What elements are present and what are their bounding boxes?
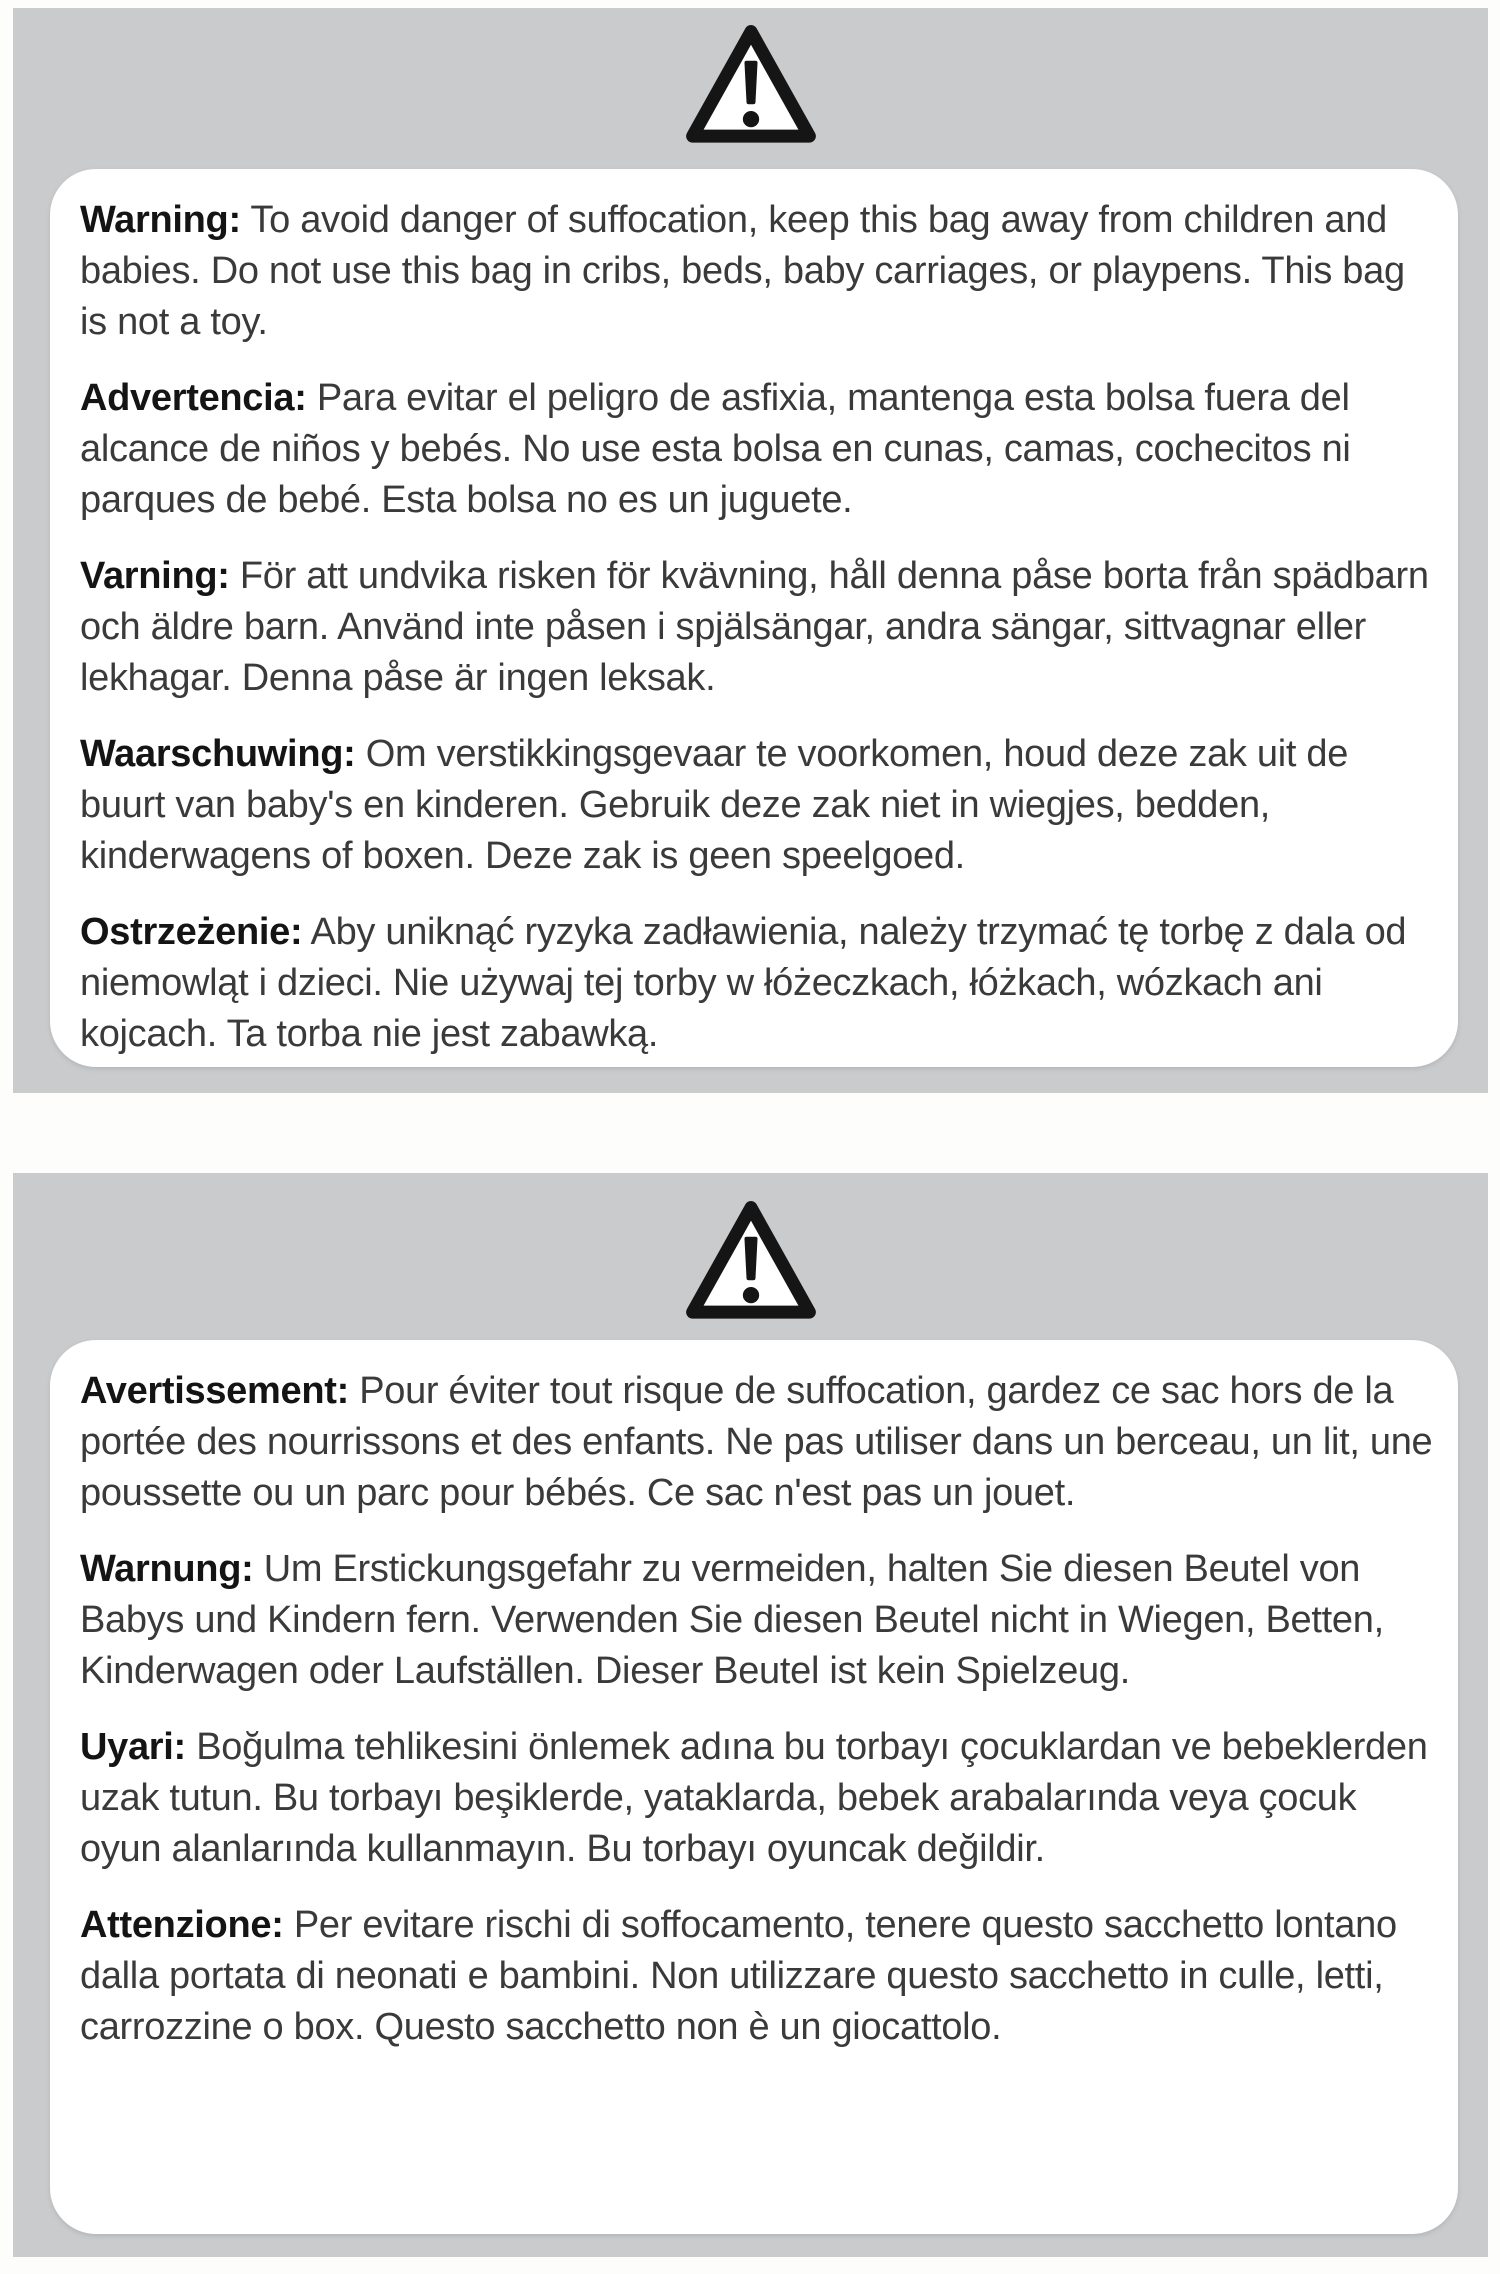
warning-paragraph bbox=[80, 373, 1434, 526]
warning-language-label: Warning: bbox=[80, 199, 241, 241]
warning-language-label: Advertencia: bbox=[80, 377, 307, 419]
warning-language-label: Avertissement: bbox=[80, 1370, 349, 1412]
warning-language-label: Warnung: bbox=[80, 1548, 254, 1590]
warning-triangle-icon bbox=[13, 8, 1488, 147]
warning-paragraph-text: Per evitare rischi di soffocamento, tenere questo sacchetto lontano dalla portata di neonati e bambini. Non utilizzare questo sacchetto in culle, letti, carrozzine o box. Questo sacchetto non è un giocattolo. bbox=[80, 1904, 1397, 2048]
warning-language-label: Waarschuwing: bbox=[80, 733, 356, 775]
warning-paragraph bbox=[80, 1366, 1434, 1519]
warning-language-label: Attenzione: bbox=[80, 1904, 284, 1946]
warning-panel-top bbox=[13, 8, 1488, 1093]
warning-paragraph-text: Aby uniknąć ryzyka zadławienia, należy trzymać tę torbę z dala od niemowląt i dzieci. Nie używaj tej torby w łóżeczkach, łóżkach, wózkach ani kojcach. Ta torba nie jest zabawką. bbox=[80, 911, 1407, 1055]
warning-paragraph-text: Um Erstickungsgefahr zu vermeiden, halten Sie diesen Beutel von Babys und Kindern fern. Verwenden Sie diesen Beutel nicht in Wiegen, Betten, Kinderwagen oder Laufställen. Dieser Beutel ist kein Spielzeug. bbox=[80, 1548, 1384, 1692]
warning-paragraph bbox=[80, 907, 1434, 1060]
warning-paragraph bbox=[80, 1544, 1434, 1697]
warning-paragraph-text: Pour éviter tout risque de suffocation, gardez ce sac hors de la portée des nourrissons et des enfants. Ne pas utiliser dans un berceau, un lit, une poussette ou un parc pour bébés. Ce sac n'est pas un jouet. bbox=[80, 1370, 1433, 1514]
warning-paragraph-text: To avoid danger of suffocation, keep this bag away from children and babies. Do not use this bag in cribs, beds, baby carriages, or playpens. This bag is not a toy. bbox=[80, 199, 1405, 343]
warning-text-card-top bbox=[50, 169, 1458, 1067]
warning-paragraph bbox=[80, 195, 1434, 348]
warning-language-label: Varning: bbox=[80, 555, 230, 597]
warning-paragraph bbox=[80, 551, 1434, 704]
warning-triangle-icon bbox=[13, 1173, 1488, 1323]
warning-paragraph bbox=[80, 1722, 1434, 1875]
warning-paragraph-text: För att undvika risken för kvävning, håll denna påse borta från spädbarn och äldre barn. Använd inte påsen i spjälsängar, andra sängar, sittvagnar eller lekhagar. Denna påse är ingen leksak. bbox=[80, 555, 1429, 699]
warning-language-label: Ostrzeżenie: bbox=[80, 911, 303, 953]
warning-paragraph bbox=[80, 729, 1434, 882]
warning-paragraph bbox=[80, 1900, 1434, 2053]
warning-language-label: Uyari: bbox=[80, 1726, 186, 1768]
warning-paragraph-text: Para evitar el peligro de asfixia, mantenga esta bolsa fuera del alcance de niños y bebés. No use esta bolsa en cunas, camas, cochecitos ni parques de bebé. Esta bolsa no es un juguete. bbox=[80, 377, 1351, 521]
warning-paragraph-text: Boğulma tehlikesini önlemek adına bu torbayı çocuklardan ve bebeklerden uzak tutun. Bu torbayı beşiklerde, yataklarda, bebek arabalarında veya çocuk oyun alanlarında kullanmayın. Bu torbayı oyuncak değildir. bbox=[80, 1726, 1428, 1870]
warning-text-card-bottom bbox=[50, 1340, 1458, 2234]
warning-paragraph-text: Om verstikkingsgevaar te voorkomen, houd deze zak uit de buurt van baby's en kinderen. Gebruik deze zak niet in wiegjes, bedden, kinderwagens of boxen. Deze zak is geen speelgoed. bbox=[80, 733, 1349, 877]
warning-panel-bottom bbox=[13, 1173, 1488, 2257]
